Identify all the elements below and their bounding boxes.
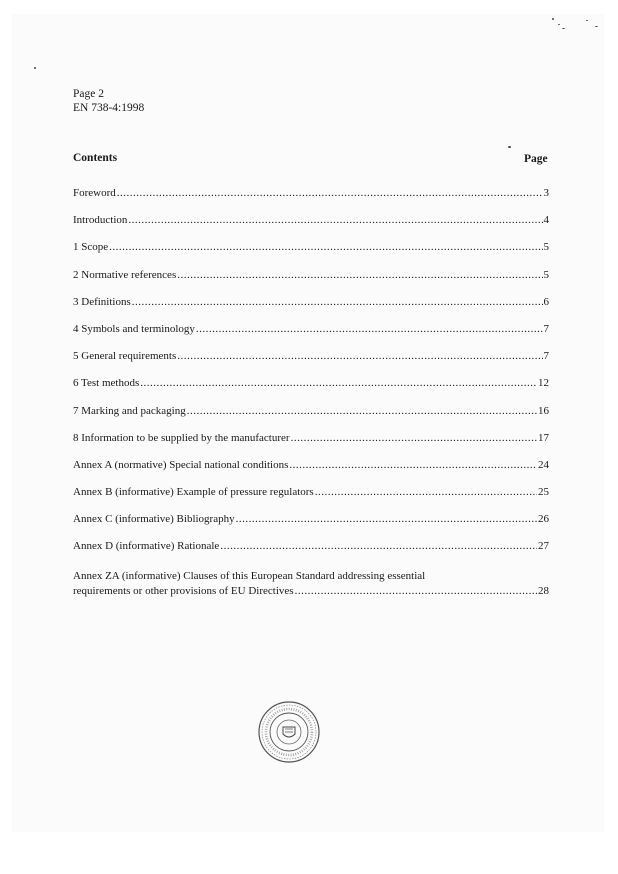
toc-entry[interactable] xyxy=(73,459,549,486)
toc-entry-page: 26 xyxy=(538,513,549,526)
scan-speck xyxy=(508,146,511,148)
toc-entry-annex-za[interactable] xyxy=(73,570,549,597)
scan-speck xyxy=(558,24,560,25)
toc-entry[interactable] xyxy=(73,187,549,214)
toc-entry-page: 25 xyxy=(538,486,549,499)
toc-leader-dots xyxy=(117,187,543,199)
toc-entry-title-line2: requirements or other provisions of EU Directives xyxy=(73,584,294,597)
scan-speck xyxy=(562,28,565,29)
toc-entry-title: 1 Scope xyxy=(73,241,109,254)
toc-leader-dots xyxy=(315,486,537,498)
scan-speck xyxy=(34,67,36,69)
toc-leader-dots xyxy=(295,585,537,597)
toc-entry-page: 7 xyxy=(543,350,549,363)
table-of-contents xyxy=(73,187,549,597)
toc-entry[interactable] xyxy=(73,296,549,323)
toc-entry-page: 17 xyxy=(538,431,549,444)
toc-leader-dots xyxy=(109,241,542,253)
toc-entry[interactable] xyxy=(73,269,549,296)
toc-entry-page: 3 xyxy=(543,187,549,199)
toc-leader-dots xyxy=(196,323,543,335)
toc-leader-dots xyxy=(291,432,537,444)
page-number-label: Page 2 xyxy=(73,88,104,100)
toc-leader-dots xyxy=(128,214,542,226)
toc-entry-title: Annex D (informative) Rationale xyxy=(73,540,220,553)
toc-entry-page: 6 xyxy=(543,295,549,308)
scan-speck xyxy=(552,18,554,20)
standard-number: EN 738-4:1998 xyxy=(73,102,145,114)
toc-entry-page: 28 xyxy=(538,584,549,597)
toc-entry-page: 27 xyxy=(538,540,549,553)
toc-entry[interactable] xyxy=(73,513,549,540)
toc-entry-title: 7 Marking and packaging xyxy=(73,404,186,417)
scan-speck xyxy=(595,26,598,27)
toc-entry-title: 8 Information to be supplied by the manufacturer xyxy=(73,431,290,444)
contents-heading: Contents xyxy=(73,152,118,164)
toc-entry-title: 5 General requirements xyxy=(73,350,177,363)
toc-entry[interactable] xyxy=(73,241,549,268)
toc-leader-dots xyxy=(187,405,537,417)
toc-entry-page: 4 xyxy=(543,214,549,227)
toc-leader-dots xyxy=(177,269,542,281)
toc-leader-dots xyxy=(132,296,543,308)
toc-entry[interactable] xyxy=(73,214,549,241)
toc-entry-page: 5 xyxy=(543,241,549,254)
toc-entry-title: 3 Definitions xyxy=(73,295,131,308)
toc-entry[interactable] xyxy=(73,323,549,350)
toc-leader-dots xyxy=(220,540,537,552)
page-header xyxy=(73,87,144,115)
scan-speck xyxy=(586,20,588,21)
toc-entry[interactable] xyxy=(73,405,549,432)
toc-entry-title: 6 Test methods xyxy=(73,377,140,390)
toc-leader-dots xyxy=(140,377,537,389)
stamp-seal-icon xyxy=(256,700,322,764)
toc-leader-dots xyxy=(236,513,537,525)
toc-entry[interactable] xyxy=(73,350,549,377)
toc-entry-title: Annex A (normative) Special national conditions xyxy=(73,458,289,471)
toc-entry-title: 2 Normative references xyxy=(73,268,177,281)
toc-entry-title: Annex B (informative) Example of pressure regulators xyxy=(73,486,314,499)
toc-entry[interactable] xyxy=(73,377,549,404)
page-column-heading: Page xyxy=(524,153,548,165)
toc-entry-title-line1: Annex ZA (informative) Clauses of this European Standard addressing essential xyxy=(73,569,426,582)
toc-entry[interactable] xyxy=(73,540,549,567)
toc-entry-title: Foreword xyxy=(73,187,116,199)
toc-entry-page: 5 xyxy=(543,268,549,281)
toc-leader-dots xyxy=(289,459,537,471)
toc-entry[interactable] xyxy=(73,486,549,513)
toc-entry-page: 7 xyxy=(543,322,549,335)
toc-entry-title: Introduction xyxy=(73,214,128,227)
toc-entry-title: Annex C (informative) Bibliography xyxy=(73,513,235,526)
toc-entry-page: 24 xyxy=(538,458,549,471)
toc-entry-title: 4 Symbols and terminology xyxy=(73,322,195,335)
toc-leader-dots xyxy=(177,350,542,362)
toc-entry-page: 16 xyxy=(538,404,549,417)
toc-entry[interactable] xyxy=(73,432,549,459)
toc-entry-page: 12 xyxy=(538,377,549,390)
